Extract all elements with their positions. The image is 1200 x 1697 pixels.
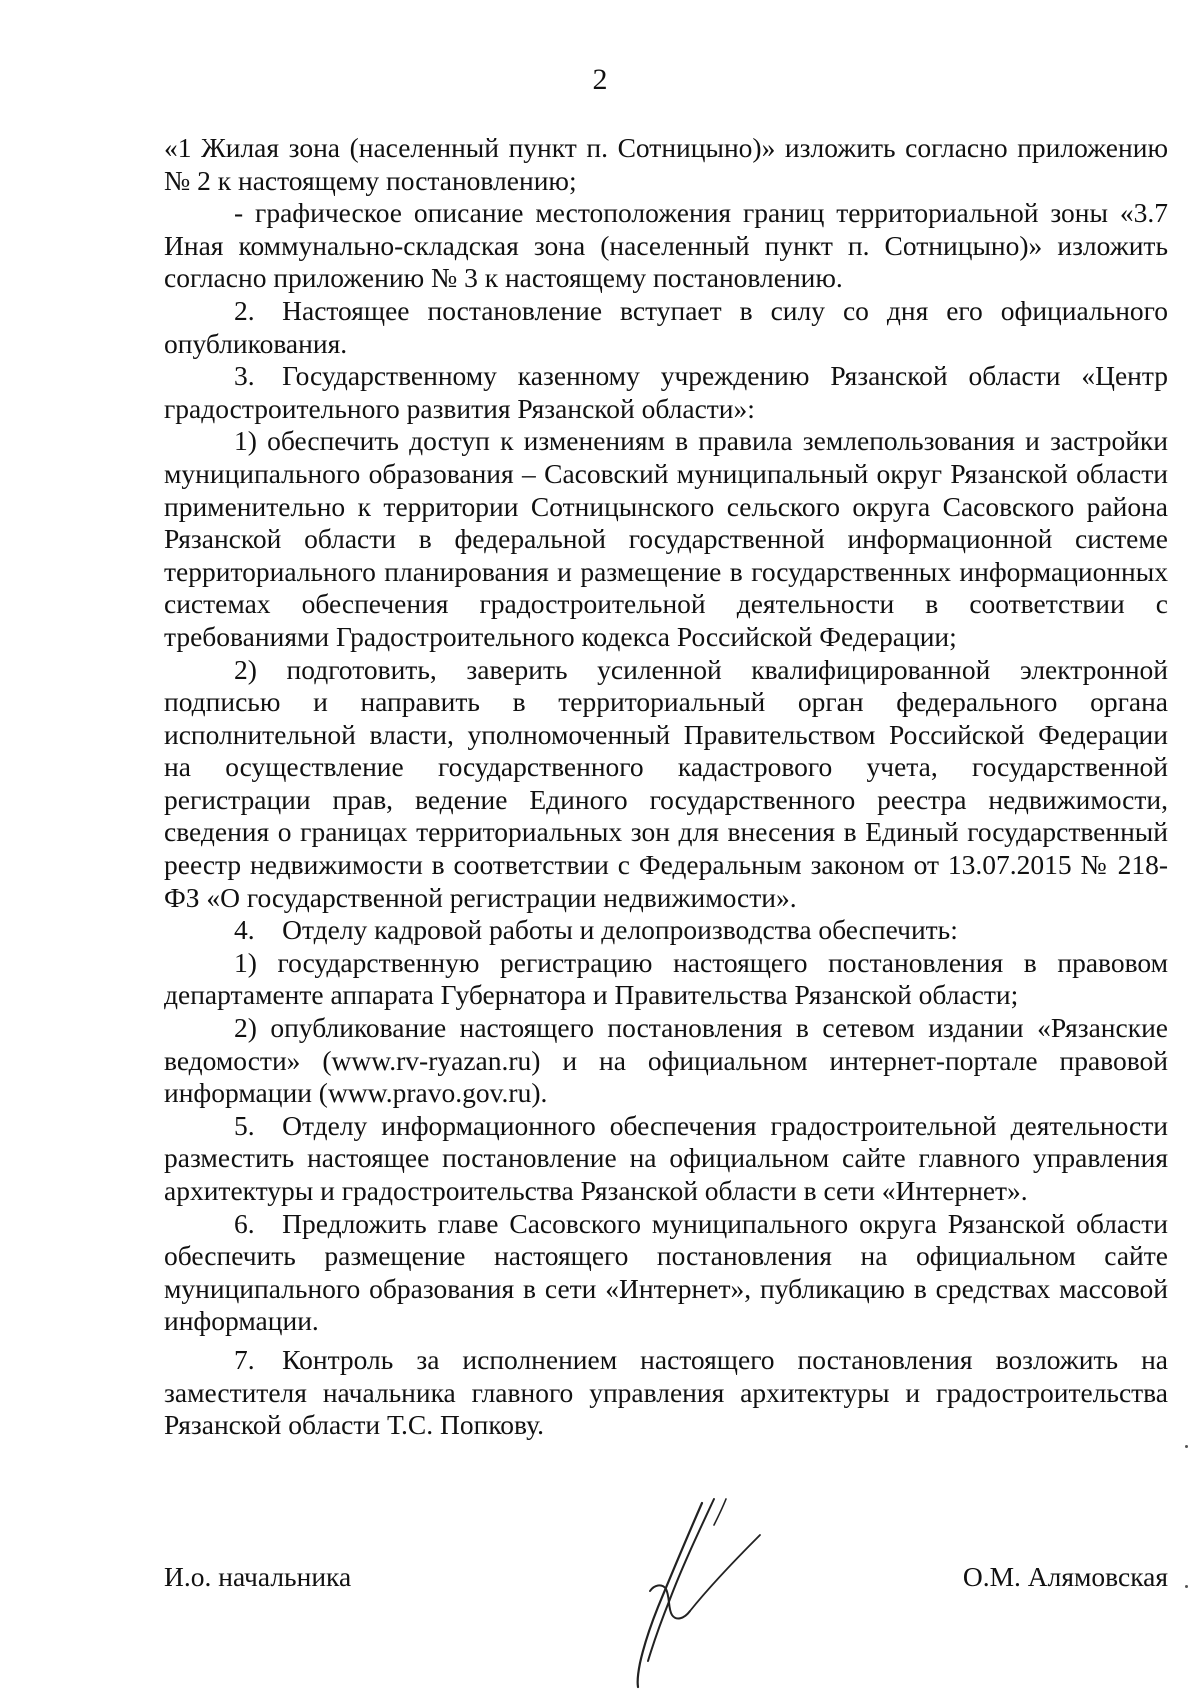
page-number: 2 [592, 63, 608, 96]
paragraph-point-3-2: 2) подготовить, заверить усиленной квалифицированной электронной подписью и направить в территориальный орган федерального органа исполнительной власти, уполномоченный Правительством Российской Федерации на осуществление государственного кадастрового учета, государственной регистрации прав, ведение Единого государственного реестра недвижимости, сведения о границах территориальных зон для внесения в Единый государственный реестр недвижимости в соответствии с Федеральным законом от 13.07.2015 № 218-ФЗ «О государственной регистрации недвижимости». [164, 653, 1168, 913]
paragraph-zone-3-7: - графическое описание местоположения границ территориальной зоны «3.7 Иная коммунально-складская зона (населенный пункт п. Сотницыно)» изложить согласно приложению № 3 к настоящему постановлению. [164, 197, 1168, 294]
signature-block [164, 1560, 1168, 1600]
paragraph-zone-1-continuation: «1 Жилая зона (населенный пункт п. Сотницыно)» изложить согласно приложению № 2 к настоящему постановлению; [164, 132, 1168, 196]
paragraph-point-3: 3. Государственному казенному учреждению Рязанской области «Центр градостроительного развития Рязанской области»: [164, 360, 1168, 424]
paragraph-point-6: 6. Предложить главе Сасовского муниципального округа Рязанской области обеспечить размещение настоящего постановления на официальном сайте муниципального образования в сети «Интернет», публикацию в средствах массовой информации. [164, 1207, 1168, 1337]
paragraph-point-4-2: 2) опубликование настоящего постановления в сетевом издании «Рязанские ведомости» (www.rv-ryazan.ru) и на официальном интернет-портале правовой информации (www.pravo.gov.ru). [164, 1012, 1168, 1109]
paragraph-point-4-1: 1) государственную регистрацию настоящего постановления в правовом департаменте аппарата Губернатора и Правительства Рязанской области; [164, 946, 1168, 1011]
document-body [164, 132, 1168, 1442]
paragraph-point-4: 4. Отделу кадровой работы и делопроизводства обеспечить: [234, 914, 958, 946]
paragraph-point-3-1: 1) обеспечить доступ к изменениям в правила землепользования и застройки муниципального образования – Сасовский муниципальный округ Рязанской области применительно к территории Сотницынского сельского округа Сасовского района Рязанской области в федеральной государственной информационной системе территориального планирования и размещение в государственных информационных системах обеспечения градостроительной деятельности в соответствии с требованиями Градостроительного кодекса Российской Федерации; [164, 425, 1168, 652]
scan-artifact-dot [1185, 1445, 1188, 1448]
signatory-position: И.о. начальника [164, 1561, 352, 1592]
scan-artifact-dot [1185, 1585, 1188, 1588]
signatory-name: О.М. Алямовская [962, 1561, 1168, 1592]
paragraph-point-2: 2. Настоящее постановление вступает в силу со дня его официального опубликования. [164, 294, 1168, 359]
paragraph-point-7: 7. Контроль за исполнением настоящего постановления возложить на заместителя начальника главного управления архитектуры и градостроительства Рязанской области Т.С. Попкову. [164, 1343, 1168, 1441]
paragraph-point-5: 5. Отделу информационного обеспечения градостроительной деятельности разместить настоящее постановление на официальном сайте главного управления архитектуры и градостроительства Рязанской области в сети «Интернет». [164, 1109, 1168, 1206]
